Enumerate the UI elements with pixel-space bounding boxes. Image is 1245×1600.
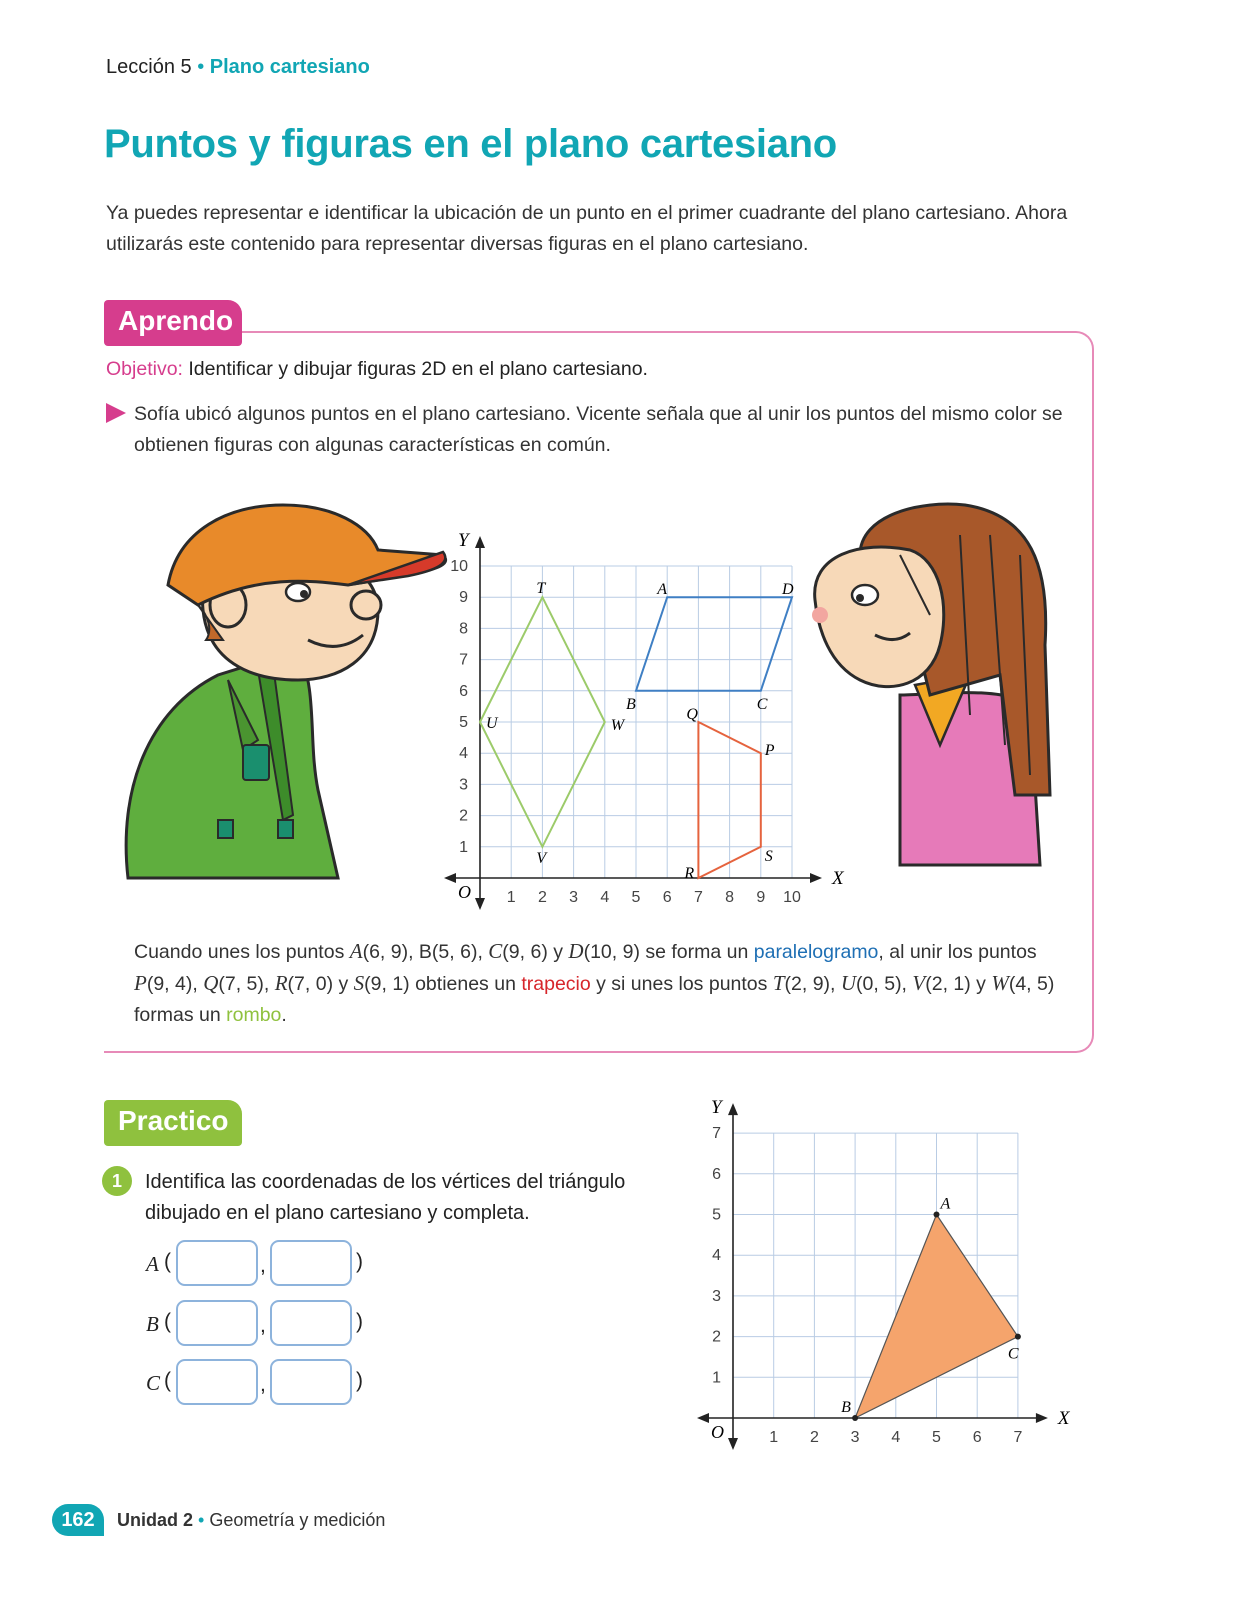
vertex-label: T xyxy=(536,580,546,598)
footer-unit: Unidad 2 xyxy=(117,1510,194,1530)
y-axis-label: Y xyxy=(458,530,469,551)
vertex-label: D xyxy=(782,581,794,599)
x-tick-label: 1 xyxy=(769,1429,779,1446)
x-tick-label: 10 xyxy=(783,889,801,906)
y-tick-label: 6 xyxy=(459,682,468,700)
cartesian-plane-triangle xyxy=(680,1090,1070,1460)
lesson-number: Lección 5 xyxy=(106,56,192,78)
vertex-label: R xyxy=(684,865,695,882)
vertex-point xyxy=(1015,1334,1021,1340)
objective xyxy=(106,358,648,381)
x-axis-arrow xyxy=(697,1413,709,1423)
x-tick-label: 5 xyxy=(932,1429,941,1446)
x-tick-label: 5 xyxy=(631,889,641,906)
vertex-label: A xyxy=(940,1195,951,1213)
vertex-label: U xyxy=(486,715,498,732)
origin-label: O xyxy=(458,882,471,902)
y-tick-label: 4 xyxy=(712,1247,721,1265)
x-tick-label: 3 xyxy=(850,1429,860,1446)
bullet-triangle-icon xyxy=(106,403,126,423)
answer-box-a-y[interactable] xyxy=(270,1240,352,1286)
x-tick-label: 6 xyxy=(972,1429,982,1446)
y-tick-label: 8 xyxy=(459,620,468,638)
vertex-label: B xyxy=(146,1312,159,1336)
x-tick-label: 7 xyxy=(693,889,703,906)
x-tick-label: 4 xyxy=(891,1429,901,1446)
keyword-trapecio: trapecio xyxy=(521,973,591,995)
y-tick-label: 2 xyxy=(712,1328,721,1346)
intro-paragraph: Ya puedes representar e identificar la ubicación de un punto en el primer cuadrante del plano cartesiano. Ahora utilizarás este contenido para representar diversas figuras en el plano cartesiano. xyxy=(106,202,1068,255)
y-tick-label: 7 xyxy=(459,651,468,669)
aprendo-conclusion: Cuando unes los puntos A(6, 9), B(5, 6), C(9, 6) y D(10, 9) se forma un paralelogramo, al unir los puntos P(9, 4), Q(7, 5), R(7, 0) y S(9, 1) obtienes un trapecio y si unes los puntos T(2, 9), U(0, 5), V(2, 1) y W(4, 5) formas un rombo. xyxy=(134,939,1055,1026)
y-tick-label: 5 xyxy=(459,714,468,731)
vertex-label: P xyxy=(764,742,775,760)
y-tick-label: 1 xyxy=(459,838,468,856)
lesson-separator: • xyxy=(197,56,205,78)
answer-box-b-y[interactable] xyxy=(270,1300,352,1346)
vertex-label: A xyxy=(657,581,667,599)
x-tick-label: 1 xyxy=(506,889,516,906)
y-tick-label: 3 xyxy=(459,776,468,794)
footer-section: Geometría y medición xyxy=(209,1510,386,1530)
vertex-label: V xyxy=(536,849,547,867)
vertex-label: B xyxy=(841,1399,851,1416)
vertex-label: C xyxy=(146,1371,161,1395)
answer-box-a-x[interactable] xyxy=(176,1240,258,1286)
vertex-label: C xyxy=(756,695,768,713)
x-tick-label: 8 xyxy=(725,889,735,906)
x-tick-label: 2 xyxy=(809,1429,819,1446)
vertex-label: W xyxy=(610,717,625,734)
x-axis-arrow xyxy=(1036,1413,1048,1423)
aprendo-tab: Aprendo xyxy=(104,300,242,346)
y-tick-label: 9 xyxy=(459,589,468,607)
y-tick-label: 7 xyxy=(712,1125,721,1143)
x-tick-label: 6 xyxy=(662,889,672,906)
y-tick-label: 10 xyxy=(450,558,468,575)
boy-illustration xyxy=(108,490,453,880)
y-tick-label: 4 xyxy=(459,745,468,763)
y-tick-label: 5 xyxy=(712,1206,721,1224)
vertex-label: C xyxy=(1007,1345,1019,1363)
aprendo-bullet-text: Sofía ubicó algunos puntos en el plano cartesiano. Vicente señala que al unir los puntos del mismo color se obtienen figuras con algunas características en común. xyxy=(134,403,1063,456)
y-axis-arrow xyxy=(728,1103,738,1115)
x-tick-label: 4 xyxy=(600,889,610,906)
answer-box-c-x[interactable] xyxy=(176,1359,258,1405)
y-axis-arrow xyxy=(475,536,485,548)
x-tick-label: 2 xyxy=(537,889,547,906)
vertex-point xyxy=(852,1415,858,1421)
keyword-paralelogramo: paralelogramo xyxy=(753,941,879,963)
lesson-topic: Plano cartesiano xyxy=(209,56,370,78)
objective-label: Objetivo: xyxy=(106,358,183,380)
x-axis-label: X xyxy=(832,868,844,889)
lesson-header xyxy=(106,56,370,79)
x-axis-arrow xyxy=(810,873,822,883)
cartesian-plane-figures xyxy=(440,528,844,913)
answer-box-b-x[interactable] xyxy=(176,1300,258,1346)
vertex-label: Q xyxy=(686,706,698,723)
x-axis-arrow xyxy=(444,873,456,883)
answer-box-c-y[interactable] xyxy=(270,1359,352,1405)
vertex-label: S xyxy=(764,847,773,865)
x-axis-label: X xyxy=(1057,1408,1070,1429)
figure-polygon xyxy=(636,597,792,691)
y-tick-label: 3 xyxy=(712,1287,721,1305)
origin-label: O xyxy=(711,1422,724,1442)
keyword-rombo: rombo xyxy=(226,1004,282,1026)
x-tick-label: 9 xyxy=(756,889,766,906)
exercise-text: Identifica las coordenadas de los vértices del triángulo dibujado en el plano cartesiano y completa. xyxy=(145,1171,626,1224)
vertex-label: A xyxy=(146,1252,159,1276)
practico-tab: Practico xyxy=(104,1100,242,1146)
vertex-label: B xyxy=(626,695,636,713)
exercise-number: 1 xyxy=(102,1166,132,1196)
objective-text: Identificar y dibujar figuras 2D en el plano cartesiano. xyxy=(188,358,648,380)
page-number: 162 xyxy=(52,1504,104,1536)
y-axis-arrow xyxy=(475,898,485,910)
y-tick-label: 2 xyxy=(459,807,468,825)
y-axis-arrow xyxy=(728,1438,738,1450)
x-tick-label: 7 xyxy=(1013,1429,1023,1446)
y-tick-label: 6 xyxy=(712,1165,721,1183)
x-tick-label: 3 xyxy=(569,889,579,906)
y-tick-label: 1 xyxy=(712,1369,721,1387)
y-axis-label: Y xyxy=(711,1097,722,1119)
footer: Unidad 2 • Geometría y medición xyxy=(117,1510,386,1530)
vertex-point xyxy=(934,1212,940,1218)
page-title: Puntos y figuras en el plano cartesiano xyxy=(104,122,837,166)
